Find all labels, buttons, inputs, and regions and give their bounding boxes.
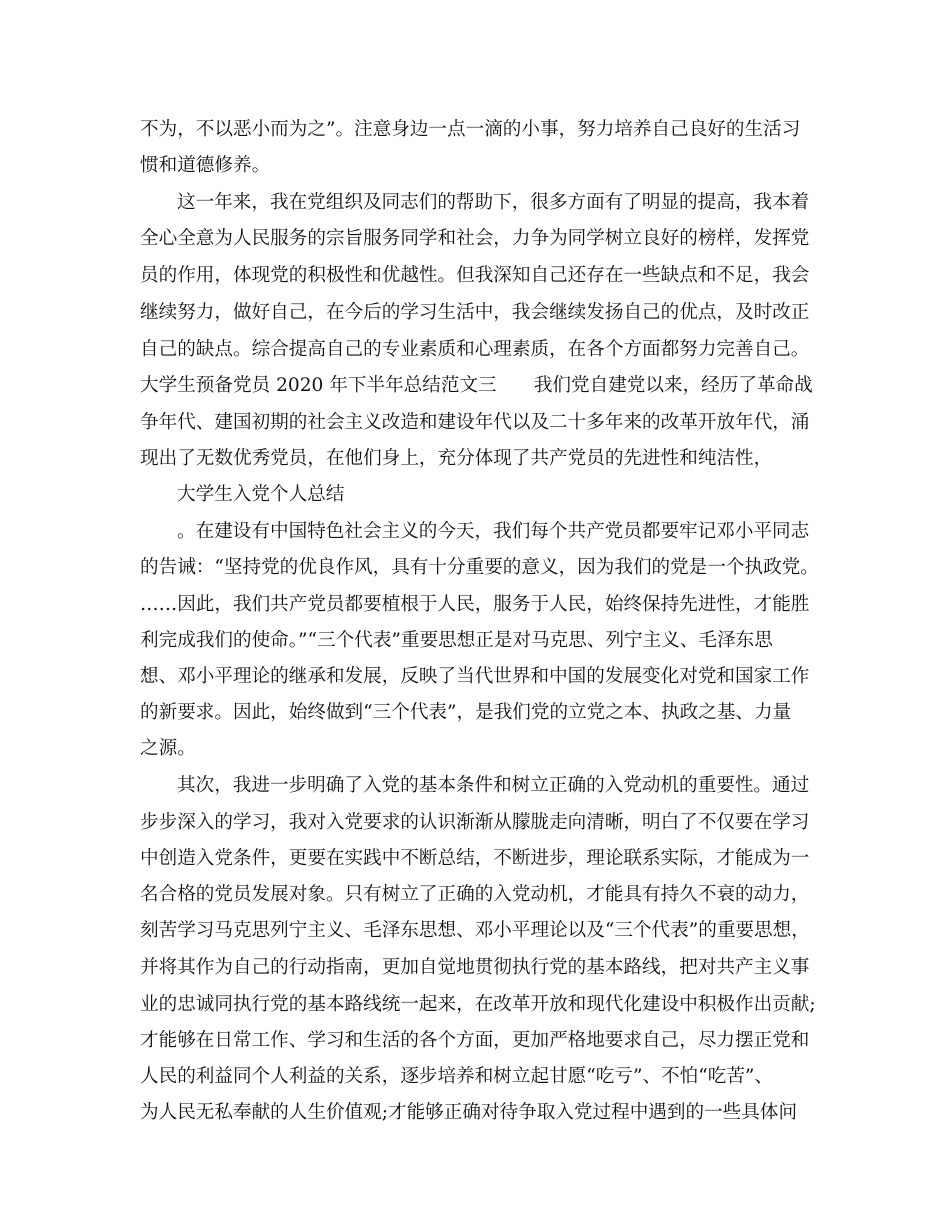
text-line: ……因此，我们共产党员都要植根于人民，服务于人民，始终保持先进性，才能胜 [140, 594, 810, 615]
text-line: 全心全意为人民服务的宗旨服务同学和社会，力争为同学树立良好的榜样，发挥党 [140, 228, 810, 249]
text-line: 的告诫：“坚持党的优良作风，具有十分重要的意义，因为我们的党是一个执政党。 [140, 557, 819, 578]
subheading-line: 大学生入党个人总结 [177, 484, 345, 505]
section-title-line: 大学生预备党员 2020 年下半年总结范文三 我们党自建党以来，经历了革命战 [140, 375, 813, 396]
text-line: 争年代、建国初期的社会主义改造和建设年代以及二十多年来的改革开放年代，涌 [140, 412, 810, 433]
text-line: 之源。 [140, 738, 196, 759]
text-line: 步步深入的学习，我对入党要求的认识渐渐从朦胧走向清晰，明白了不仅要在学习 [140, 812, 810, 833]
text-line: 中创造入党条件，更要在实践中不断总结，不断进步，理论联系实际，才能成为一 [140, 848, 810, 869]
paragraph-start-line: 这一年来，我在党组织及同志们的帮助下，很多方面有了明显的提高，我本着 [177, 192, 810, 213]
text-line: 的新要求。因此，始终做到“三个代表”，是我们党的立党之本、执政之基、力量 [140, 702, 792, 723]
text-line: 为人民无私奉献的人生价值观;才能够正确对待争取入党过程中遇到的一些具体问 [140, 1102, 798, 1123]
text-line: 惯和道德修养。 [140, 155, 271, 176]
text-line: 名合格的党员发展对象。只有树立了正确的入党动机，才能具有持久不衰的动力， [140, 884, 810, 905]
text-line: 不为，不以恶小而为之”。注意身边一点一滴的小事，努力培养自己良好的生活习 [140, 119, 801, 140]
paragraph-start-line: 其次，我进一步明确了入党的基本条件和树立正确的入党动机的重要性。通过 [177, 775, 810, 796]
text-line: 现出了无数优秀党员，在他们身上，充分体现了共产党员的先进性和纯洁性， [140, 448, 773, 469]
text-line: 员的作用，体现党的积极性和优越性。但我深知自己还存在一些缺点和不足，我会 [140, 265, 810, 286]
text-line: 想、邓小平理论的继承和发展，反映了当代世界和中国的发展变化对党和国家工作 [140, 666, 810, 687]
text-line: 利完成我们的使命。”“三个代表”重要思想正是对马克思、列宁主义、毛泽东思 [140, 630, 773, 651]
text-line: 自己的缺点。综合提高自己的专业素质和心理素质，在各个方面都努力完善自己。 [140, 339, 810, 360]
text-line: 并将其作为自己的行动指南，更加自觉地贯彻执行党的基本路线，把对共产主义事 [140, 957, 810, 978]
text-line: 才能够在日常工作、学习和生活的各个方面，更加严格地要求自己，尽力摆正党和 [140, 1030, 810, 1051]
text-line: 刻苦学习马克思列宁主义、毛泽东思想、邓小平理论以及“三个代表”的重要思想， [140, 920, 810, 941]
paragraph-start-line: 。在建设有中国特色社会主义的今天，我们每个共产党员都要牢记邓小平同志 [177, 521, 810, 542]
text-line: 人民的利益同个人利益的关系，逐步培养和树立起甘愿“吃亏”、不怕“吃苦”、 [140, 1066, 774, 1087]
text-line: 继续努力，做好自己，在今后的学习生活中，我会继续发扬自己的优点，及时改正 [140, 302, 810, 323]
text-line: 业的忠诚同执行党的基本路线统一起来，在改革开放和现代化建设中积极作出贡献; [140, 994, 816, 1015]
